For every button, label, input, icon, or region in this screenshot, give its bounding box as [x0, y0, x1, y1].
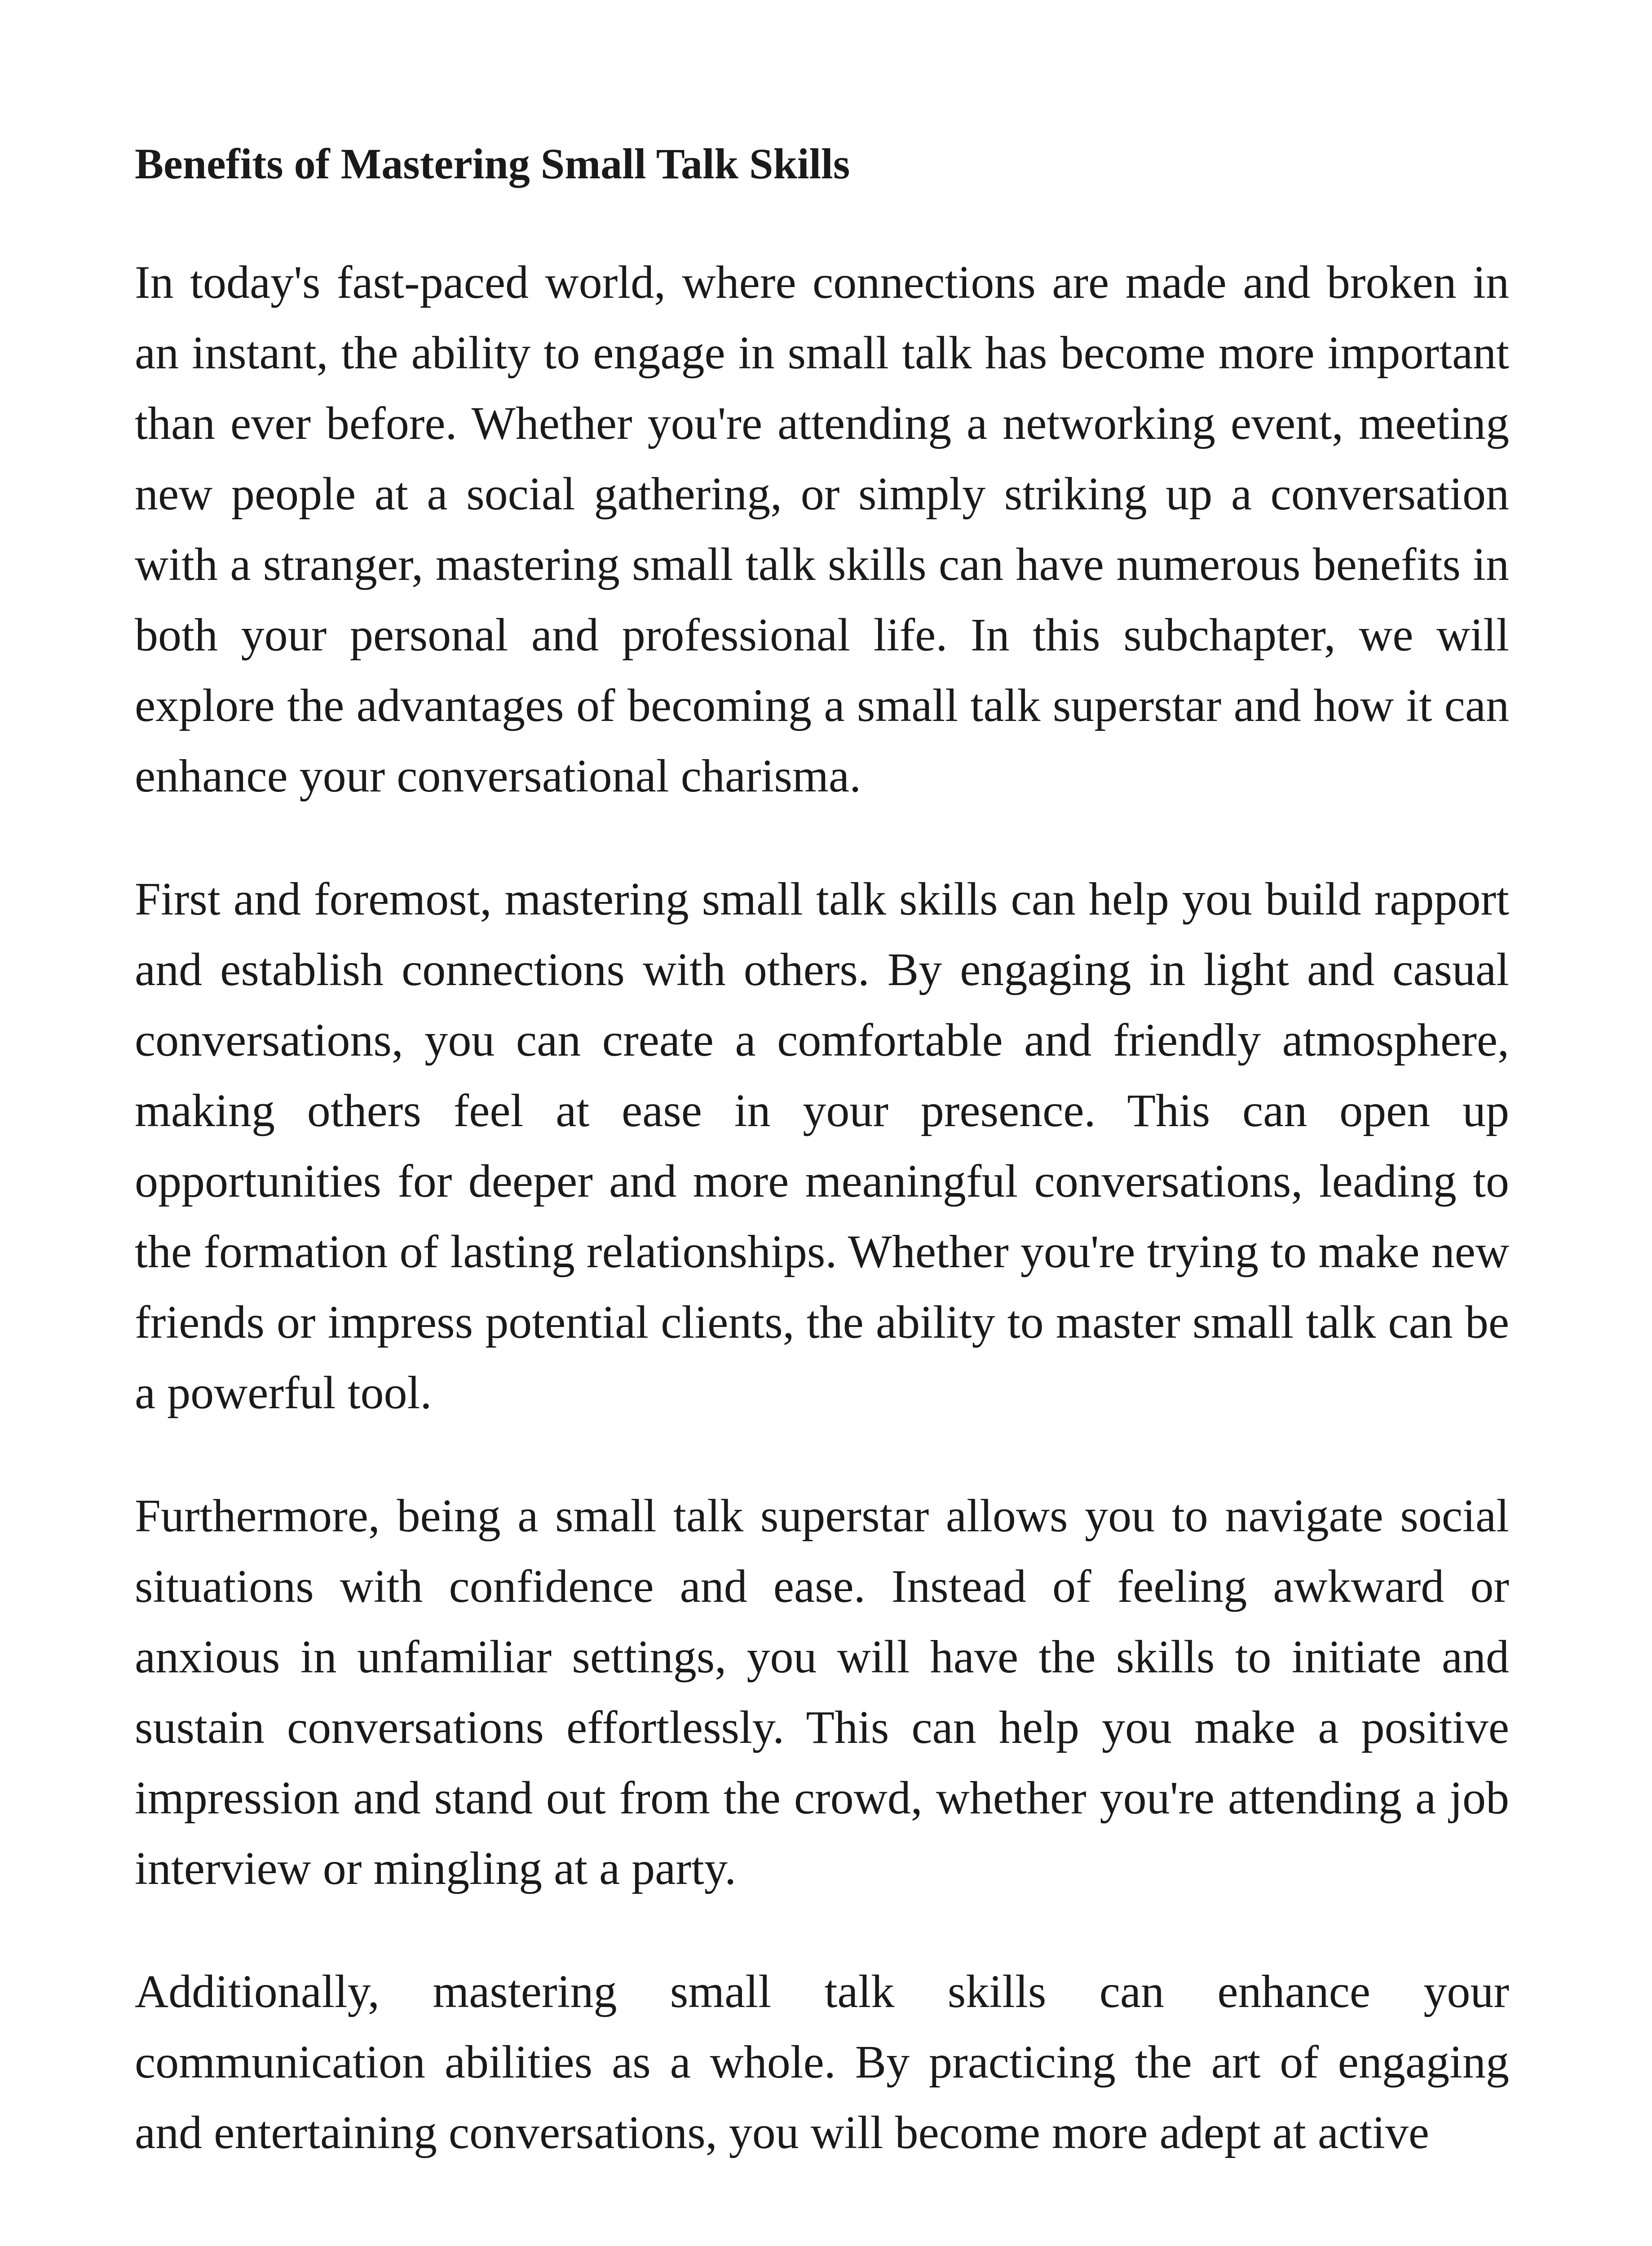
paragraph-1: In today's fast-paced world, where connections are made and broken in an instant, the ability to engage in small talk has become more important than ever before. Whether you're attending a networking event, meeting new people at a social gathering, or simply striking up a conversation with a stranger, mastering small talk skills can have numerous benefits in both your personal and professional life. In this subchapter, we will explore the advantages of becoming a small talk superstar and how it can enhance your conversational charisma.: [135, 256, 1509, 802]
paragraph-4: Additionally, mastering small talk skills can enhance your communication abilities as a whole. By practicing the art of engaging and entertaining conversations, you will become more adept at active: [135, 1966, 1509, 2158]
paragraph-2: First and foremost, mastering small talk skills can help you build rapport and establish connections with others. By engaging in light and casual conversations, you can create a comfortable and friendly atmosphere, making others feel at ease in your presence. This can open up opportunities for deeper and more meaningful conversations, leading to the formation of lasting relationships. Whether you're trying to make new friends or impress potential clients, the ability to master small talk can be a powerful tool.: [135, 873, 1509, 1419]
section-heading: Benefits of Mastering Small Talk Skills: [135, 140, 850, 188]
paragraph-3: Furthermore, being a small talk superstar allows you to navigate social situations with confidence and ease. Instead of feeling awkward or anxious in unfamiliar settings, you will have the skills to initiate and sustain conversations effortlessly. This can help you make a positive impression and stand out from the crowd, whether you're attending a job interview or mingling at a party.: [135, 1490, 1509, 1894]
page-content: [135, 135, 1509, 2220]
